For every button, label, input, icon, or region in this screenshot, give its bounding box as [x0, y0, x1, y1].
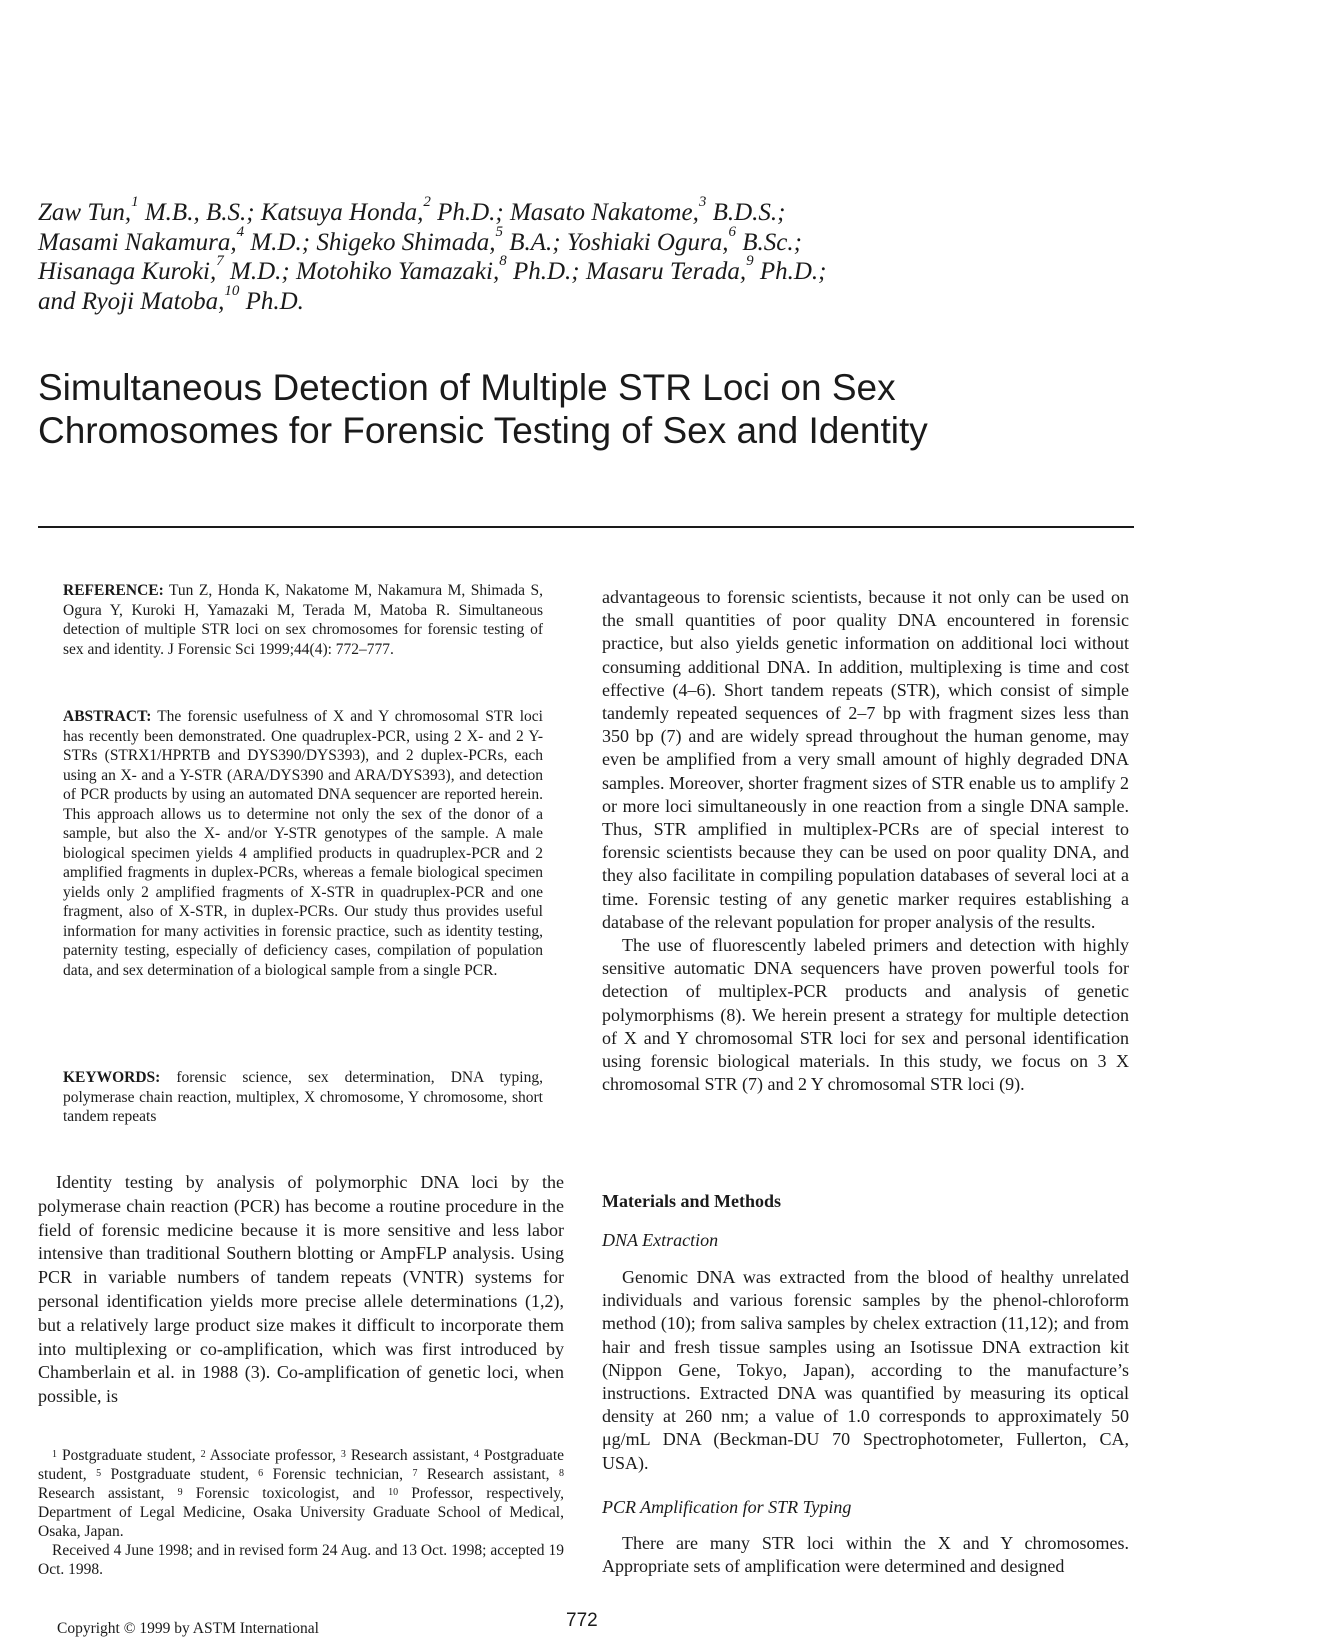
reference-block [63, 581, 543, 659]
title-divider [38, 526, 1134, 528]
author-affil-mark: 10 [224, 282, 240, 299]
page-number: 772 [566, 1610, 598, 1631]
author-name: Masami Nakamura, [38, 228, 237, 256]
paper-title [38, 366, 1138, 452]
author-degree: B.D.S.; [706, 199, 786, 226]
author-degree: Ph.D. [239, 287, 304, 315]
author-degree: Ph.D.; [753, 258, 827, 285]
subsection-heading: DNA Extraction [602, 1230, 719, 1250]
author-line-4 [38, 282, 1138, 317]
keywords-text: forensic science, sex determination, DNA typing, polymerase chain reaction, multiplex, X chromosome, Y chromosome, short tandem repeats [63, 1069, 543, 1125]
title-line-1: Simultaneous Detection of Multiple STR Loci on Sex [38, 367, 896, 408]
received-dates: Received 4 June 1998; and in revised form 24 Aug. and 13 Oct. 1998; accepted 19 Oct. 1998. [38, 1542, 564, 1578]
subsection-heading: PCR Amplification for STR Typing [602, 1497, 852, 1517]
body-paragraph: There are many STR loci within the X and Y chromosomes. Appropriate sets of amplification were determined and designed [602, 1533, 1129, 1577]
body-paragraph: Genomic DNA was extracted from the blood of healthy unrelated individuals and various forensic samples by the phenol-chloroform method (10); from saliva samples by chelex extraction (11,12); and from hair and fresh tissue samples using an Isotissue DNA extraction kit (Nippon Gene, Tokyo, Japan), according to the manufacture’s instructions. Extracted DNA was quantified by measuring its optical density at 260 nm; a value of 1.0 corresponds to approximately 50 μg/mL DNA (Beckman-DU 70 Spectrophotometer, Fullerton, CA, USA). [602, 1267, 1129, 1473]
abstract-block [63, 707, 543, 980]
keywords-block [63, 1068, 543, 1127]
intro-paragraph: Identity testing by analysis of polymorphic DNA loci by the polymerase chain reaction (PCR) has become a routine procedure in the field of forensic medicine because it is more sensitive and less labor intensive than traditional Southern blotting or AmpFLP analysis. Using PCR in variable numbers of tandem repeats (VNTR) systems for personal identification yields more precise allele determinations (1,2), but a relatively large product size makes it difficult to incorporate them into multiplexing or co-amplification, which was first introduced by Chamberlain et al. in 1988 (3). Co-amplification of genetic loci, when possible, is [38, 1172, 564, 1407]
author-degree: M.D.; [223, 258, 296, 285]
footnotes [38, 1446, 564, 1579]
affiliation-footnote: $^1$ Postgraduate student, $^2$ Associate professor, $^3$ Research assistant, $^4$ Postgraduate student, $^5$ Postgraduate student, $^6$ Forensic technician, $^7$ Research assistant, $^8$ Research assistant, $^9$ Forensic toxicologist, and $^{10}$ Professor, respectively, Department of Legal Medicine, Osaka University Graduate School of Medical, Osaka, Japan. [38, 1447, 565, 1540]
abstract-label: ABSTRACT: [63, 708, 152, 725]
author-affil-mark: 7 [216, 253, 224, 269]
author-name: Shigeko Shimada, [316, 228, 496, 256]
author-affil-mark: 9 [746, 253, 754, 269]
body-paragraph: The use of fluorescently labeled primers and detection with highly sensitive automatic DNA sequencers have proven powerful tools for detection of multiplex-PCR products and analysis of genetic polymorphisms (8). We herein present a strategy for multiple detection of X and Y chromosomal STR loci for sex and personal identification using forensic biological materials. In this study, we focus on 3 X chromosomal STR (7) and 2 Y chromosomal STR loci (9). [602, 935, 1129, 1095]
dna-extraction-section [602, 1266, 1129, 1475]
abstract-text: The forensic usefulness of X and Y chromosomal STR loci has recently been demonstrated. One quadruplex-PCR, using 2 X- and 2 Y-STRs (STRX1/HPRTB and DYS390/DYS393), and 2 duplex-PCRs, each using an X- and a Y-STR (ARA/DYS390 and ARA/DYS393), and detection of PCR products by using an automated DNA sequencer are reported herein. This approach allows us to determine not only the sex of the donor of a sample, but also the X- and/or Y-STR genotypes of the sample. A male biological specimen yields 4 amplified products in quadruplex-PCR and 2 amplified fragments in duplex-PCRs, whereas a female biological specimen yields only 2 amplified fragments of X-STR in quadruplex-PCR and one fragment, also of X-STR, in duplex-PCRs. Our study thus provides useful information for many activities in forensic practice, such as identity testing, paternity testing, especially of deficiency cases, compilation of population data, and sex determination of a biological sample from a single PCR. [63, 708, 543, 979]
author-affil-mark: 5 [495, 223, 503, 240]
reference-label: REFERENCE: [63, 582, 164, 599]
intro-column [38, 1171, 564, 1409]
body-paragraph: advantageous to forensic scientists, because it not only can be used on the small quantities of poor quality DNA encountered in forensic practice, but also yields genetic information on additional loci without consuming additional DNA. In addition, multiplexing is time and cost effective (4–6). Short tandem repeats (STR), which consist of simple tandemly repeated sequences of 2–7 bp with fragment sizes less than 350 bp (7) and are widely spread throughout the human genome, may even be amplified from a very small amount of highly degraded DNA samples. Moreover, shorter fragment sizes of STR enable us to amplify 2 or more loci simultaneously in one reaction from a single DNA sample. Thus, STR amplified in multiplex-PCRs are of special interest to forensic scientists because they can be used on poor quality DNA, and they also facilitate in compiling population databases of several loci at a time. Forensic testing of any genetic marker requires establishing a database of the relevant population for proper analysis of the results. [602, 587, 1129, 932]
author-name: Yoshiaki Ogura, [566, 228, 729, 256]
section-heading: Materials and Methods [602, 1191, 781, 1211]
title-line-2: Chromosomes for Forensic Testing of Sex and Identity [38, 410, 928, 451]
author-list [38, 194, 1138, 316]
keywords-label: KEYWORDS: [63, 1069, 161, 1086]
author-affil-mark: 3 [698, 194, 707, 210]
author-affil-mark: 2 [423, 194, 431, 210]
author-affil-mark: 8 [499, 253, 507, 269]
reference-text: Tun Z, Honda K, Nakatome M, Nakamura M, Shimada S, Ogura Y, Kuroki H, Yamazaki M, Terada M, Matoba R. Simultaneous detection of multiple STR loci on sex chromosomes for forensic testing of sex and identity. J Forensic Sci 1999;44(4): 772–777. [63, 582, 543, 658]
author-degree: Ph.D.; [430, 199, 510, 226]
author-name: Hisanaga Kuroki, [38, 258, 217, 285]
author-degree: B.Sc.; [735, 228, 802, 256]
author-name: Motohiko Yamazaki, [295, 258, 500, 285]
author-affil-mark: 1 [131, 194, 139, 210]
author-degree: M.D.; [244, 228, 317, 256]
author-name: and Ryoji Matoba, [38, 287, 225, 315]
author-line-3 [38, 253, 1138, 287]
copyright-notice: Copyright © 1999 by ASTM International [57, 1620, 319, 1637]
author-degree: Ph.D.; [506, 258, 586, 285]
author-line-2 [38, 223, 1138, 258]
author-line-1 [38, 194, 1138, 228]
right-column-intro [602, 586, 1129, 1096]
author-affil-mark: 4 [236, 223, 245, 240]
author-name: Masato Nakatome, [509, 199, 699, 226]
author-degree: M.B., B.S.; [138, 199, 261, 226]
author-name: Zaw Tun, [38, 199, 132, 226]
pcr-section [602, 1532, 1129, 1578]
author-name: Masaru Terada, [585, 258, 747, 285]
author-degree: B.A.; [502, 228, 567, 256]
author-name: Katsuya Honda, [260, 199, 424, 226]
author-affil-mark: 6 [728, 223, 736, 240]
